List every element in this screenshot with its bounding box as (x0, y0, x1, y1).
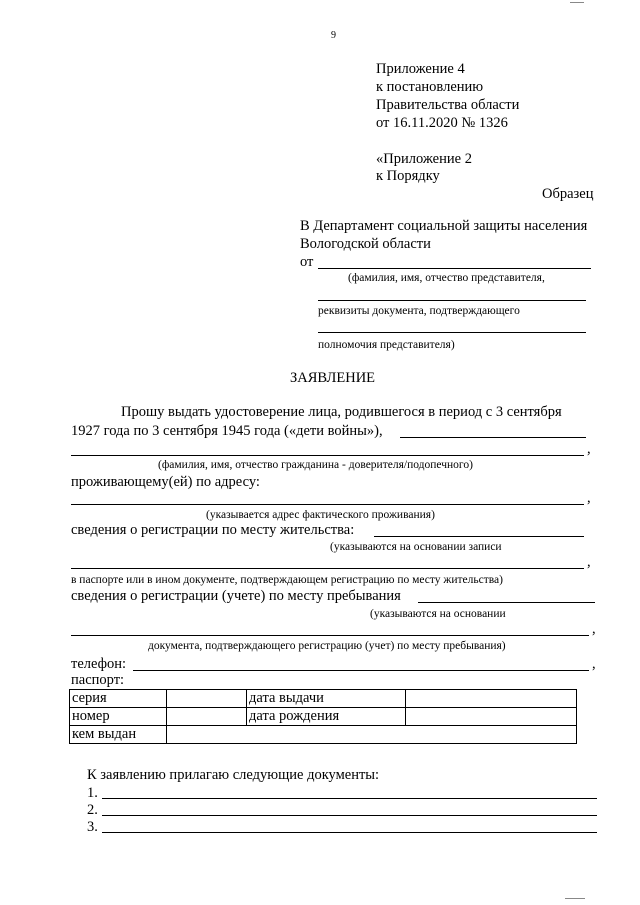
attachment-item-1-number: 1. (87, 785, 98, 801)
from-label: от (300, 254, 314, 270)
scan-edge-mark-bottom (565, 898, 585, 899)
table-row (70, 708, 577, 726)
attachment-item-2-number: 2. (87, 802, 98, 818)
number-value-cell[interactable] (167, 708, 247, 726)
number-label-cell: номер (70, 708, 167, 726)
applicant-name-hint: (фамилия, имя, отчество гражданина - доверителя/подопечного) (158, 459, 473, 471)
reg-stay-label: сведения о регистрации (учете) по месту пребывания (71, 588, 401, 604)
appendix-header-line1: Приложение 4 (376, 61, 465, 77)
representative-document-line[interactable] (318, 300, 586, 301)
comma-2: , (587, 490, 591, 506)
scan-edge-mark (570, 2, 584, 3)
series-label-cell: серия (70, 690, 167, 708)
reg-stay-line-2[interactable] (71, 635, 589, 636)
table-row (70, 726, 577, 744)
representative-hint2: реквизиты документа, подтверждающего (318, 305, 520, 317)
addressee-line1: В Департамент социальной защиты населения (300, 218, 588, 234)
residence-label: проживающему(ей) по адресу: (71, 474, 260, 490)
representative-hint1: (фамилия, имя, отчество представителя, (348, 272, 545, 284)
request-line2: 1927 года по 3 сентября 1945 года («дети войны»), (71, 423, 383, 439)
appendix-header-line2: к постановлению (376, 79, 484, 95)
phone-label: телефон: (71, 656, 127, 672)
issued-by-value-cell[interactable] (167, 726, 577, 744)
page-number: 9 (331, 30, 336, 41)
reg-residence-label: сведения о регистрации по месту жительства: (71, 522, 355, 538)
representative-authority-line[interactable] (318, 332, 586, 333)
issue-date-label-cell: дата выдачи (247, 690, 406, 708)
attachment-item-3-line[interactable] (102, 832, 597, 833)
birth-date-value-cell[interactable] (406, 708, 577, 726)
reg-stay-line[interactable] (418, 602, 595, 603)
applicant-name-line-2[interactable] (71, 455, 584, 456)
request-line1: Прошу выдать удостоверение лица, родившегося в период с 3 сентября (121, 404, 562, 420)
reg-stay-hint: (указываются на основании (370, 608, 506, 620)
residence-address-line[interactable] (71, 504, 584, 505)
issued-by-label-cell: кем выдан (70, 726, 167, 744)
passport-label: паспорт: (71, 672, 125, 688)
reg-residence-line-2[interactable] (71, 568, 584, 569)
series-value-cell[interactable] (167, 690, 247, 708)
residence-hint: (указывается адрес фактического проживания) (206, 509, 435, 521)
table-row (70, 690, 577, 708)
sample-label: Образец (542, 186, 594, 202)
addressee-line2: Вологодской области (300, 236, 431, 252)
applicant-name-line[interactable] (400, 437, 586, 438)
representative-name-line[interactable] (318, 268, 591, 269)
reg-residence-hint: (указываются на основании записи (330, 541, 502, 553)
comma-5: , (592, 656, 596, 672)
reg-stay-hint2: документа, подтверждающего регистрацию (учет) по месту пребывания) (148, 640, 506, 652)
issue-date-value-cell[interactable] (406, 690, 577, 708)
attachment-item-2-line[interactable] (102, 815, 597, 816)
comma-1: , (587, 441, 591, 457)
comma-3: , (587, 554, 591, 570)
reg-residence-hint2: в паспорте или в ином документе, подтверждающем регистрацию по месту жительства) (71, 574, 503, 586)
representative-hint3: полномочия представителя) (318, 339, 455, 351)
appendix-header-line3: Правительства области (376, 97, 520, 113)
passport-table (69, 689, 577, 744)
comma-4: , (592, 621, 596, 637)
attachment-item-1-line[interactable] (102, 798, 597, 799)
attachments-intro: К заявлению прилагаю следующие документы: (87, 767, 380, 783)
birth-date-label-cell: дата рождения (247, 708, 406, 726)
sub-appendix-line1: «Приложение 2 (376, 151, 472, 167)
phone-line[interactable] (133, 670, 589, 671)
document-title: ЗАЯВЛЕНИЕ (290, 370, 376, 386)
reg-residence-line[interactable] (374, 536, 584, 537)
appendix-header-line4: от 16.11.2020 № 1326 (376, 115, 508, 131)
sub-appendix-line2: к Порядку (376, 168, 440, 184)
attachment-item-3-number: 3. (87, 819, 98, 835)
